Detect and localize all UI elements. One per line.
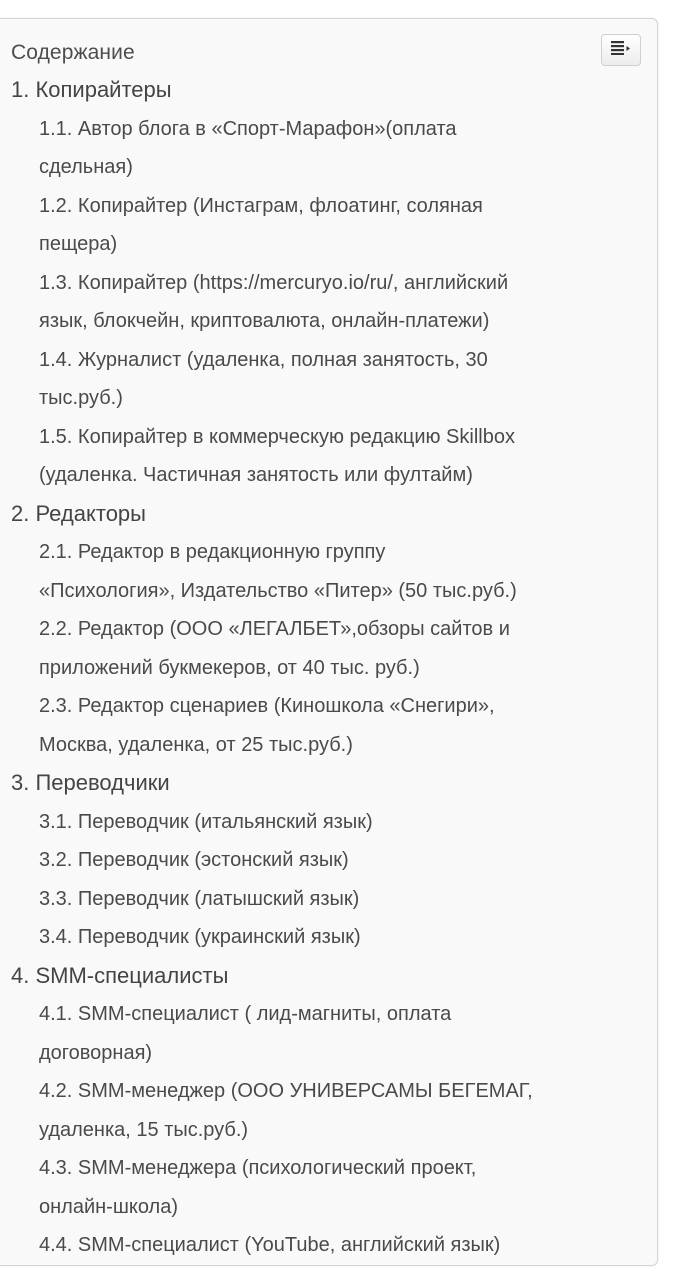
toc-subitem-line: 2.1. Редактор в редакционную группу <box>39 541 386 563</box>
toc-toggle-button[interactable] <box>601 34 641 66</box>
toc-subitem-line: 1.5. Копирайтер в коммерческую редакцию Skillbox <box>39 425 515 448</box>
toc-section-link[interactable]: 1. Копирайтеры <box>11 77 172 102</box>
toc-section-link[interactable]: 2. Редакторы <box>11 500 146 526</box>
toc-subitem-link[interactable] <box>0 1149 658 1226</box>
toc-section <box>0 764 658 957</box>
toc-subitem-link[interactable] <box>0 610 658 687</box>
toc-subitem-line: 4.4. SMM-специалист (YouTube, английский язык) <box>39 1234 501 1256</box>
toc-subitem <box>0 264 658 341</box>
toc-subitem-line: приложений букмекеров, от 40 тыс. руб.) <box>39 656 420 679</box>
toc-subitem-line: язык, блокчейн, криптовалюта, онлайн-платежи) <box>39 310 490 332</box>
toc-subitem <box>0 187 658 264</box>
toc-subitem-link[interactable] <box>0 803 658 842</box>
toc-subitem-line: 4.2. SMM-менеджер (ООО УНИВЕРСАМЫ БЕГЕМАГ, <box>39 1080 533 1102</box>
toc-section <box>0 71 658 495</box>
toc-sublist <box>0 803 658 957</box>
toc-subitem-line: договорная) <box>39 1041 153 1064</box>
toc-subitem-line: пещера) <box>39 233 118 255</box>
toc-sublist <box>0 995 658 1265</box>
toc-subitem-link[interactable] <box>0 1072 658 1149</box>
toc-subitem-line: 4.3. SMM-менеджера (психологический проект, <box>39 1157 477 1179</box>
toc-section <box>0 495 658 765</box>
toc-subitem <box>0 918 658 957</box>
toc-subitem-line: 3.3. Переводчик (латышский язык) <box>39 887 360 910</box>
toc-subitem <box>0 418 658 495</box>
toc-subitem <box>0 995 658 1072</box>
toc-subitem-link[interactable] <box>0 1226 658 1265</box>
toc-title: Содержание <box>11 41 135 64</box>
toc-subitem <box>0 1072 658 1149</box>
toc-subitem-line: 1.4. Журналист (удаленка, полная занятость, 30 <box>39 348 488 371</box>
toc-list <box>0 71 658 1265</box>
toc-section-link[interactable]: 3. Переводчики <box>11 770 170 795</box>
toc-subitem <box>0 1226 658 1265</box>
toc-subitem-line: 2.3. Редактор сценариев (Киношкола «Снегири», <box>39 695 495 717</box>
toc-subitem <box>0 533 658 610</box>
toc-subitem <box>0 610 658 687</box>
toc-sublist <box>0 533 658 764</box>
toc-subitem-link[interactable] <box>0 187 658 264</box>
toc-subitem-line: 1.1. Автор блога в «Спорт-Марафон»(оплата <box>39 117 457 140</box>
list-collapse-icon <box>611 41 631 60</box>
toc-subitem-line: 3.1. Переводчик (итальянский язык) <box>39 810 373 833</box>
toc-subitem-line: сдельная) <box>39 156 133 178</box>
toc-subitem-line: 1.3. Копирайтер (https://mercuryo.io/ru/, английский <box>39 271 509 294</box>
toc-sublist <box>0 110 658 495</box>
toc-subitem-line: 1.2. Копирайтер (Инстаграм, флоатинг, соляная <box>39 194 483 217</box>
toc-subitem <box>0 110 658 187</box>
toc-subitem-line: (удаленка. Частичная занятость или фултайм) <box>39 464 473 486</box>
toc-subitem-link[interactable] <box>0 418 658 495</box>
toc-subitem <box>0 687 658 764</box>
toc-subitem-link[interactable] <box>0 341 658 418</box>
toc-subitem <box>0 1149 658 1226</box>
toc-subitem-line: 2.2. Редактор (ООО «ЛЕГАЛБЕТ»,обзоры сайтов и <box>39 618 510 640</box>
toc-subitem-line: «Психология», Издательство «Питер» (50 тыс.руб.) <box>39 579 517 602</box>
toc-subitem-link[interactable] <box>0 841 658 880</box>
toc-subitem <box>0 841 658 880</box>
toc-section <box>0 957 658 1265</box>
toc-subitem <box>0 880 658 919</box>
toc-subitem-link[interactable] <box>0 880 658 919</box>
toc-subitem-line: тыс.руб.) <box>39 387 123 409</box>
toc-subitem-link[interactable] <box>0 110 658 187</box>
toc-section-link[interactable]: 4. SMM-специалисты <box>11 962 229 988</box>
toc-subitem-line: удаленка, 15 тыс.руб.) <box>39 1118 249 1141</box>
toc-subitem-link[interactable] <box>0 995 658 1072</box>
table-of-contents <box>0 18 658 1266</box>
toc-subitem <box>0 341 658 418</box>
toc-subitem-line: онлайн-школа) <box>39 1195 178 1218</box>
toc-subitem-link[interactable] <box>0 687 658 764</box>
toc-subitem-line: 3.4. Переводчик (украинский язык) <box>39 926 361 948</box>
toc-subitem-link[interactable] <box>0 533 658 610</box>
toc-subitem-link[interactable] <box>0 918 658 957</box>
toc-subitem-link[interactable] <box>0 264 658 341</box>
toc-subitem <box>0 803 658 842</box>
toc-subitem-line: 4.1. SMM-специалист ( лид-магниты, оплата <box>39 1003 452 1025</box>
toc-subitem-line: Москва, удаленка, от 25 тыс.руб.) <box>39 733 353 756</box>
toc-subitem-line: 3.2. Переводчик (эстонский язык) <box>39 849 349 871</box>
